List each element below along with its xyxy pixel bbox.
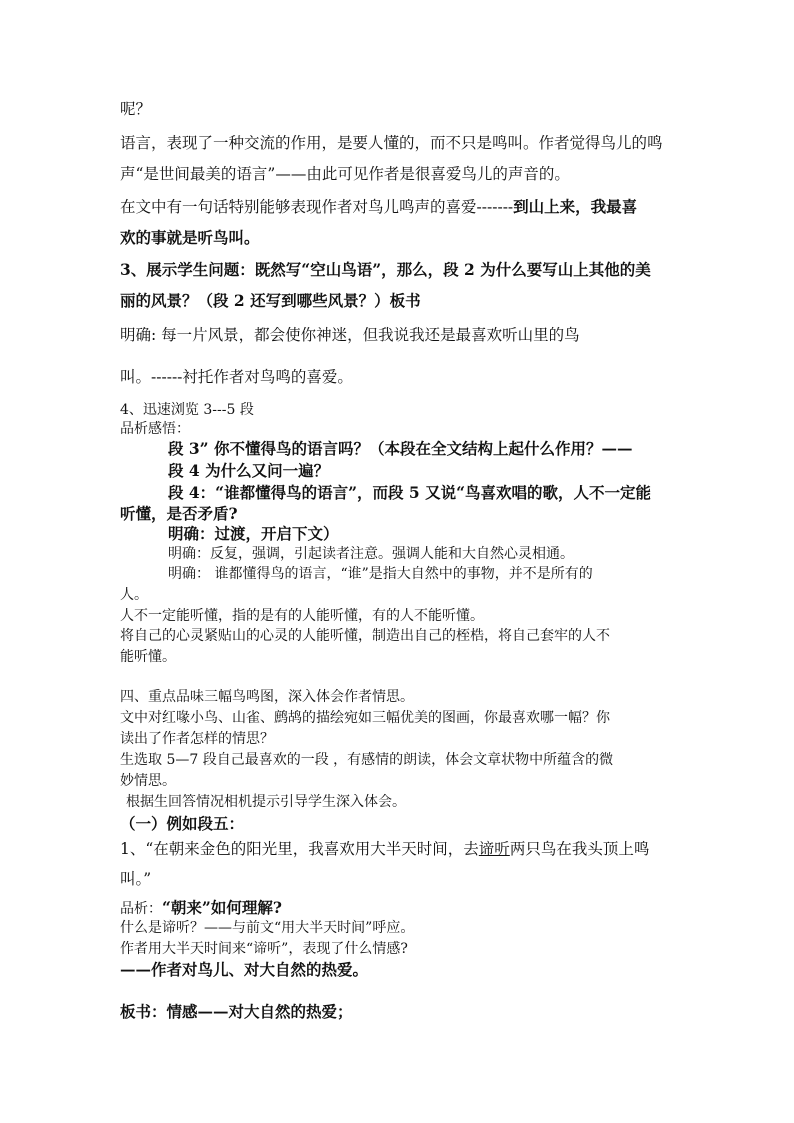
text-line: 段 3” 你不懂得鸟的语言吗？（本段在全文结构上起什么作用？—— [168, 439, 633, 458]
text-line [120, 842, 649, 858]
text-line: （一）例如段五： [120, 814, 245, 833]
text-line: 作者用大半天时间来“谛听”，表现了什么情感? [120, 941, 408, 957]
text-line: 根据生回答情况相机提示引导学生深入体会。 [126, 794, 406, 810]
text-line: 能听懂。 [120, 649, 176, 665]
text-line: 生选取 5—7 段自己最喜欢的一段 ，有感情的朗读，体会文章状物中所蕴含的微 [120, 752, 614, 768]
bold-span: 到山上来，我最喜 [513, 197, 638, 216]
text-span: 品析： [120, 901, 162, 917]
text-line: 人。 [120, 587, 148, 603]
text-line: 欢的事就是听鸟叫。 [120, 228, 260, 247]
text-line: 读出了作者怎样的情思？ [120, 731, 274, 747]
text-line: 什么是谛听？——与前文“用大半天时间”呼应。 [120, 920, 415, 936]
text-line: 声“是世间最美的语言”——由此可见作者是很喜爱鸟儿的声音的。 [120, 165, 570, 183]
text-line: 丽的风景？（段 2 还写到哪些风景？）板书 [120, 291, 421, 310]
text-line: 妙情思。 [120, 773, 176, 789]
text-line: 叫。------衬托作者对鸟鸣的喜爱。 [120, 368, 353, 386]
text-line: 呢？ [120, 100, 152, 118]
text-line: 段 4 为什么又问一遍？ [168, 461, 330, 480]
text-line: 明确: 每一片风景，都会使你神迷，但我说我还是最喜欢听山里的鸟 [120, 326, 580, 344]
text-line: 听懂，是否矛盾? [120, 504, 238, 523]
text-line: 叫。” [120, 870, 152, 888]
text-line: 人不一定能听懂，指的是有的人能听懂，有的人不能听懂。 [120, 608, 484, 624]
text-line: ——作者对鸟儿、对大自然的热爱。 [120, 960, 369, 979]
text-line: 文中对红喙小鸟、山雀、鹧鸪的描绘宛如三幅优美的图画，你最喜欢哪一幅？你 [120, 710, 610, 726]
text-span: 1、“在朝来金色的阳光里，我喜欢用大半天时间，去 [120, 840, 479, 858]
text-line: 品析感悟： [120, 421, 190, 437]
text-line: 段 4：“谁都懂得鸟的语言”，而段 5 又说“鸟喜欢唱的歌，人不一定能 [168, 483, 652, 502]
text-span: 两只鸟在我头顶上鸣 [509, 840, 650, 858]
text-line: 明确：反复，强调，引起读者注意。强调人能和大自然心灵相通。 [168, 546, 574, 562]
text-line: 板书：情感——对大自然的热爱； [120, 1002, 353, 1021]
text-line [120, 900, 282, 916]
text-line: 明确：过渡，开启下文） [168, 524, 339, 543]
text-line: 将自己的心灵紧贴山的心灵的人能听懂，制造出自己的桎梏，将自己套牢的人不 [120, 628, 610, 644]
text-line: 4、迅速浏览 3---5 段 [120, 402, 254, 418]
text-span: 在文中有一句话特别能够表现作者对鸟儿鸣声的喜爱------- [120, 198, 514, 216]
text-line: 明确： 谁都懂得鸟的语言，“谁”是指大自然中的事物，并不是所有的 [168, 566, 593, 582]
text-line: 四、重点品味三幅鸟鸣图，深入体会作者情思。 [120, 689, 414, 705]
text-line [120, 199, 637, 216]
underlined-span: 谛听 [478, 840, 510, 858]
bold-span: “朝来”如何理解? [162, 898, 282, 917]
text-line: 语言，表现了一种交流的作用，是要人懂的，而不只是鸣叫。作者觉得鸟儿的鸣 [120, 134, 663, 152]
text-line: 3、展示学生问题：既然写“空山鸟语”，那么，段 2 为什么要写山上其他的美 [120, 260, 651, 279]
